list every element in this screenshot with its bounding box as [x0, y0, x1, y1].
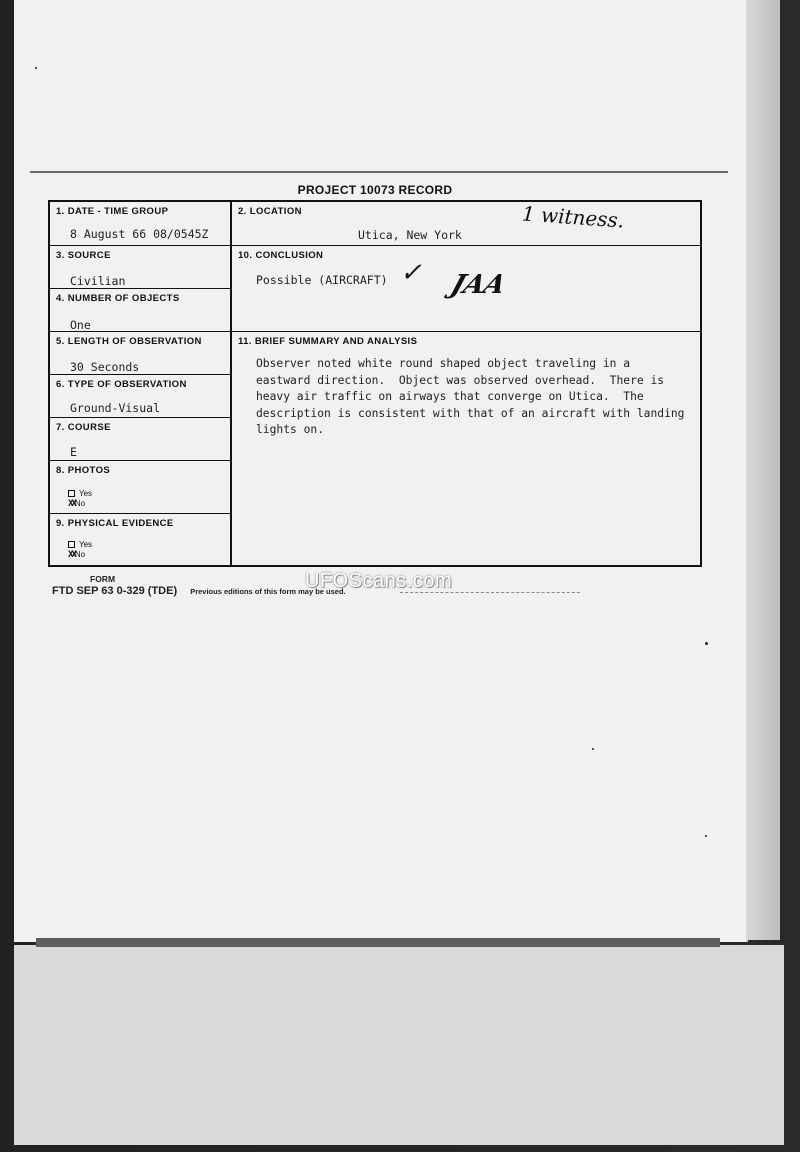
photos-yes-box [68, 490, 75, 497]
type-of-observation-value: Ground-Visual [70, 401, 161, 415]
handwritten-initials: JAA [447, 270, 510, 300]
conclusion-label: 10. CONCLUSION [238, 250, 324, 261]
record-form-grid [48, 200, 702, 567]
date-time-value: 8 August 66 08/0545Z [70, 227, 209, 241]
physical-evidence-cell [50, 513, 230, 565]
location-label: 2. LOCATION [238, 206, 302, 217]
number-of-objects-cell [50, 288, 230, 331]
physical-evidence-yes-option [68, 540, 92, 550]
photos-no-mark: XX [68, 499, 75, 509]
photos-label: 8. PHOTOS [56, 465, 111, 476]
physical-evidence-yes-box [68, 541, 75, 548]
type-of-observation-cell [50, 374, 230, 417]
footer-form-line [52, 585, 346, 597]
date-time-label: 1. DATE - TIME GROUP [56, 206, 169, 217]
footer-form-id: FTD SEP 63 0-329 (TDE) [52, 585, 178, 597]
scan-speck [705, 835, 707, 837]
source-label: 3. SOURCE [56, 250, 111, 261]
length-of-observation-label: 5. LENGTH OF OBSERVATION [56, 336, 202, 347]
footer-form-word: FORM [90, 574, 116, 584]
photos-no-option [68, 499, 92, 509]
course-label: 7. COURSE [56, 422, 111, 433]
location-cell [230, 202, 700, 245]
date-time-cell [50, 202, 230, 245]
location-value: Utica, New York [358, 228, 462, 242]
site-watermark: UFOScans.com [305, 570, 453, 592]
summary-cell [230, 331, 700, 565]
page-bottom-band [36, 938, 720, 947]
course-cell [50, 417, 230, 460]
physical-evidence-yes-text: Yes [79, 540, 93, 549]
number-of-objects-value: One [70, 318, 91, 332]
handwritten-check-mark: ✓ [400, 258, 422, 288]
summary-text: Observer noted white round shaped object traveling in a eastward direction. Object was observed overhead. There is heavy air traffic on airways that converge on Utica. The description is consistent with that of an aircraft with landing lights on. [256, 357, 685, 436]
physical-evidence-label: 9. PHYSICAL EVIDENCE [56, 518, 174, 529]
form-top-rule [30, 171, 728, 173]
type-of-observation-label: 6. TYPE OF OBSERVATION [56, 379, 187, 390]
source-value: Civilian [70, 274, 126, 288]
lower-paper-sheet [14, 945, 784, 1145]
summary-label: 11. BRIEF SUMMARY AND ANALYSIS [238, 336, 418, 347]
number-of-objects-label: 4. NUMBER OF OBJECTS [56, 293, 180, 304]
photos-no-text: No [74, 499, 86, 508]
witness-handwritten-note: 1 witness. [521, 201, 625, 233]
footer-note: Previous editions of this form may be used. [190, 587, 346, 596]
form-title: PROJECT 10073 RECORD [297, 183, 453, 197]
photos-cell [50, 460, 230, 513]
physical-evidence-no-text: No [74, 550, 86, 559]
course-value: E [70, 445, 77, 459]
scan-speck [35, 67, 37, 69]
length-of-observation-cell [50, 331, 230, 374]
physical-evidence-no-mark: XX [68, 550, 75, 560]
physical-evidence-checkbox-group [68, 540, 92, 560]
scan-speck [592, 748, 594, 750]
conclusion-value: Possible (AIRCRAFT) [256, 273, 388, 287]
photos-yes-text: Yes [79, 489, 93, 498]
physical-evidence-no-option [68, 550, 92, 560]
photos-yes-option [68, 489, 92, 499]
length-of-observation-value: 30 Seconds [70, 360, 140, 374]
page-edge-strip [746, 0, 780, 940]
scan-speck [705, 642, 708, 645]
source-cell [50, 245, 230, 288]
photos-checkbox-group [68, 489, 92, 509]
